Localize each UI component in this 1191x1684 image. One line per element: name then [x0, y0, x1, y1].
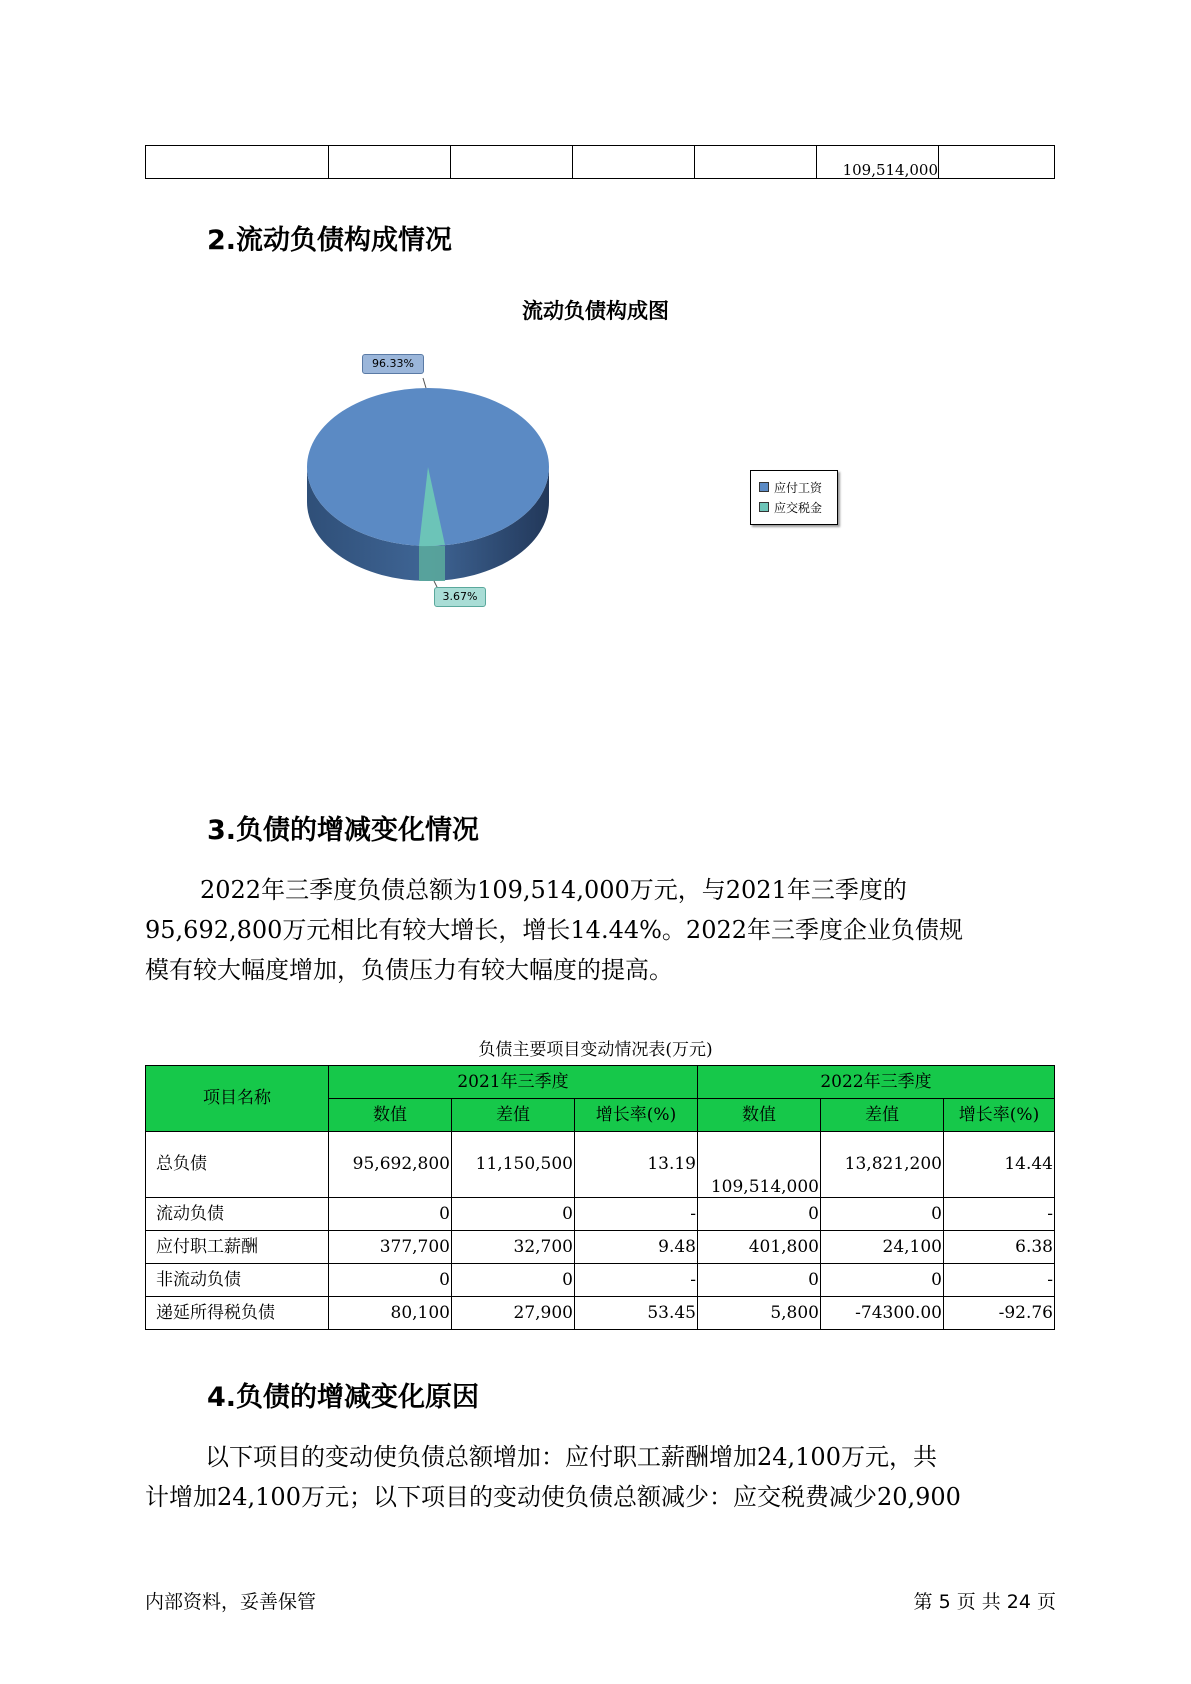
legend-swatch — [759, 502, 769, 512]
legend-label: 应交税金 — [774, 500, 823, 515]
legend-item — [751, 477, 837, 497]
table-cell: -74300.00 — [821, 1297, 944, 1330]
table-cell: 377,700 — [329, 1231, 452, 1264]
legend-swatch — [759, 482, 769, 492]
table-cell: 0 — [698, 1198, 821, 1231]
table-cell: 6.38 — [944, 1231, 1055, 1264]
chart-title: 流动负债构成图 — [522, 299, 669, 323]
section-heading: 2.流动负债构成情况 — [207, 225, 453, 256]
table-cell: 0 — [698, 1264, 821, 1297]
chart-legend — [750, 470, 838, 525]
table-caption: 负债主要项目变动情况表(万元) — [478, 1040, 713, 1060]
data-label-small: 3.67% — [434, 587, 486, 607]
table-cell: - — [575, 1264, 698, 1297]
table-cell: -92.76 — [944, 1297, 1055, 1330]
section-heading: 3.负债的增减变化情况 — [207, 815, 480, 846]
subheader-cell: 差值 — [821, 1099, 944, 1132]
legend-label: 应付工资 — [774, 480, 823, 495]
header-period-2021: 2021年三季度 — [329, 1066, 698, 1099]
table-row — [146, 1264, 1055, 1297]
section-heading: 4.负债的增减变化原因 — [207, 1382, 480, 1413]
table-cell: 32,700 — [452, 1231, 575, 1264]
table-cell: 401,800 — [698, 1231, 821, 1264]
top-table-remnant — [145, 145, 1055, 179]
table-row — [146, 1297, 1055, 1330]
table-row — [146, 1132, 1055, 1198]
paragraph-line: 模有较大幅度增加，负债压力有较大幅度的提高。 — [145, 956, 673, 984]
row-label: 流动负债 — [146, 1198, 329, 1231]
table-cell — [451, 146, 573, 179]
table-cell: 14.44 — [944, 1132, 1055, 1198]
table-cell — [695, 146, 817, 179]
table-cell: 13,821,200 — [821, 1132, 944, 1198]
subheader-cell: 数值 — [329, 1099, 452, 1132]
table-cell: 5,800 — [698, 1297, 821, 1330]
table-header-row — [146, 1066, 1055, 1099]
header-item-name: 项目名称 — [146, 1066, 329, 1132]
row-label: 总负债 — [146, 1132, 329, 1198]
table-cell: 0 — [821, 1264, 944, 1297]
table-cell: 95,692,800 — [329, 1132, 452, 1198]
paragraph-line: 计增加24,100万元；以下项目的变动使负债总额减少：应交税费减少20,900 — [145, 1483, 961, 1511]
table-cell: 0 — [821, 1198, 944, 1231]
row-label: 递延所得税负债 — [146, 1297, 329, 1330]
paragraph-line: 以下项目的变动使负债总额增加：应付职工薪酬增加24,100万元，共 — [205, 1443, 937, 1471]
subheader-cell: 数值 — [698, 1099, 821, 1132]
footer-note: 内部资料，妥善保管 — [145, 1591, 317, 1613]
pie-side-wall-small — [419, 546, 445, 581]
leader-line — [423, 378, 426, 388]
table-cell: 80,100 — [329, 1297, 452, 1330]
liability-table — [145, 1065, 1055, 1330]
row-label: 非流动负债 — [146, 1264, 329, 1297]
table-cell: 0 — [452, 1264, 575, 1297]
table-cell: 109,514,000 — [817, 146, 939, 179]
table-cell: 24,100 — [821, 1231, 944, 1264]
table-row — [146, 1231, 1055, 1264]
table-cell — [939, 146, 1055, 179]
table-cell: 13.19 — [575, 1132, 698, 1198]
table-cell: - — [944, 1198, 1055, 1231]
data-label-big: 96.33% — [362, 354, 424, 374]
table-cell: - — [575, 1198, 698, 1231]
paragraph-line: 2022年三季度负债总额为109,514,000万元，与2021年三季度的 — [200, 876, 907, 904]
page-number: 第 5 页 共 24 页 — [913, 1591, 1056, 1613]
row-label: 应付职工薪酬 — [146, 1231, 329, 1264]
subheader-cell: 增长率(%) — [944, 1099, 1055, 1132]
table-cell — [329, 146, 451, 179]
subheader-cell: 增长率(%) — [575, 1099, 698, 1132]
table-cell: - — [944, 1264, 1055, 1297]
header-period-2022: 2022年三季度 — [698, 1066, 1055, 1099]
table-cell: 27,900 — [452, 1297, 575, 1330]
table-row — [146, 146, 1055, 179]
table-cell: 0 — [452, 1198, 575, 1231]
pie-chart — [295, 350, 565, 615]
table-cell: 9.48 — [575, 1231, 698, 1264]
table-cell: 0 — [329, 1264, 452, 1297]
table-cell — [146, 146, 329, 179]
table-cell: 53.45 — [575, 1297, 698, 1330]
table-cell: 0 — [329, 1198, 452, 1231]
table-row — [146, 1198, 1055, 1231]
legend-item — [751, 497, 837, 517]
table-cell — [573, 146, 695, 179]
table-cell: 11,150,500 — [452, 1132, 575, 1198]
paragraph-line: 95,692,800万元相比有较大增长，增长14.44%。2022年三季度企业负债规 — [145, 916, 964, 944]
table-cell: 109,514,000 — [698, 1132, 821, 1198]
subheader-cell: 差值 — [452, 1099, 575, 1132]
